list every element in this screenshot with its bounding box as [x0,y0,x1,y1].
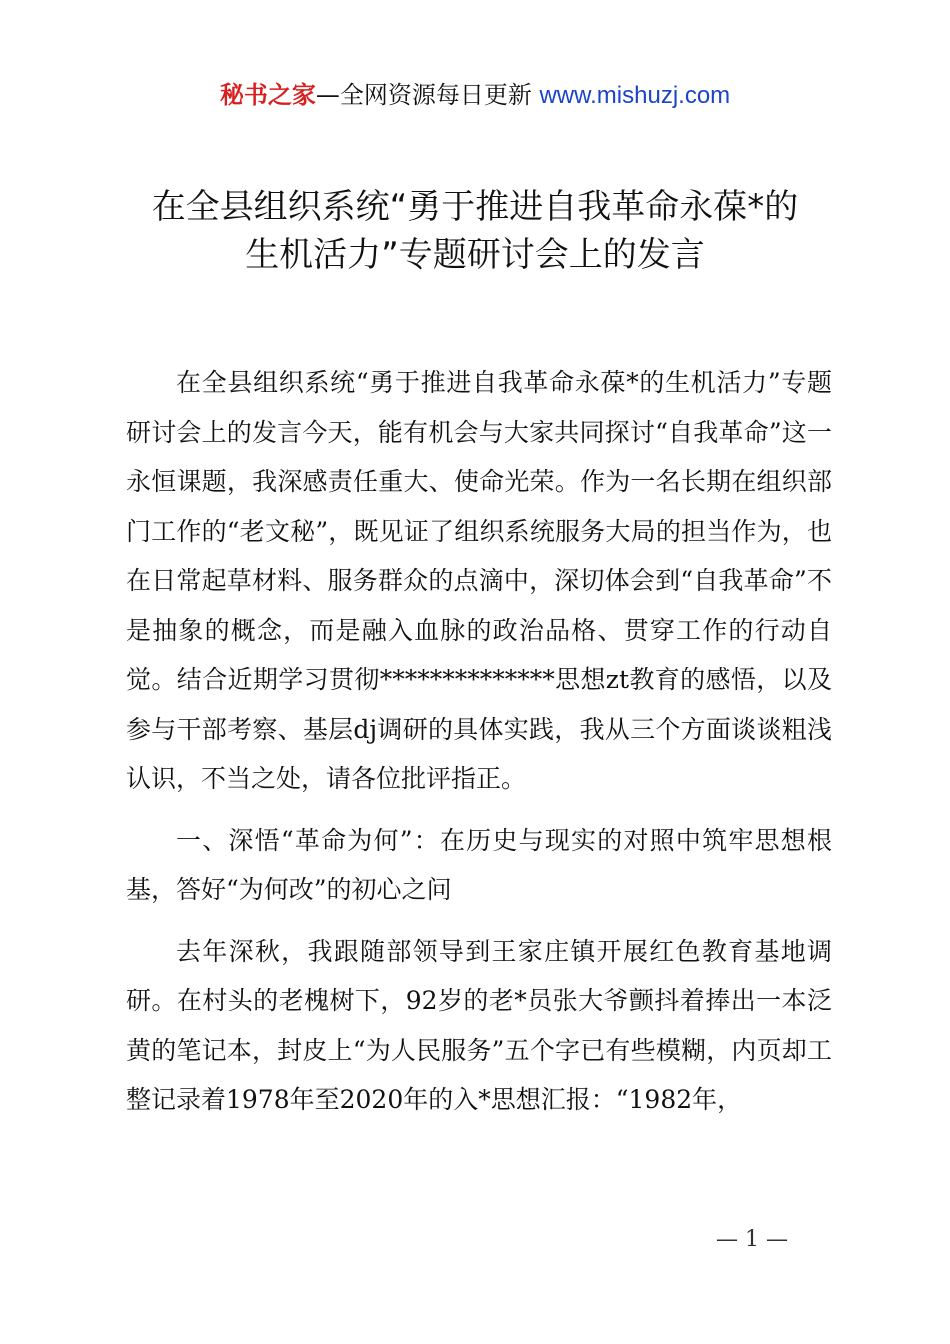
site-url-link[interactable]: www.mishuzj.com [539,82,731,109]
body-paragraph: 去年深秋，我跟随部领导到王家庄镇开展红色教育基地调研。在村头的老槐树下，92岁的老*员张大爷颤抖着捧出一本泛黄的笔记本，封皮上“为人民服务”五个字已有些模糊，内页却工整记录着1978年至2020年的入*思想汇报：“1982年， [126,936,832,1114]
document-title [100,183,850,279]
intro-paragraph: 在全县组织系统“勇于推进自我革命永葆*的生机活力”专题研讨会上的发言今天，能有机会与大家共同探讨“自我革命”这一永恒课题，我深感责任重大、使命光荣。作为一名长期在组织部门工作的“老文秘”，既见证了组织系统服务大局的担当作为，也在日常起草材料、服务群众的点滴中，深切体会到“自我革命”不是抽象的概念，而是融入血脉的政治品格、贯穿工作的行动自觉。结合近期学习贯彻**************思想zt教育的感悟，以及参与干部考察、基层dj调研的具体实践，我从三个方面谈谈粗浅认识，不当之处，请各位批评指正。 [126,368,832,793]
title-line-1: 在全县组织系统“勇于推进自我革命永葆*的 [151,187,799,227]
page-number: — 1 — [716,1227,788,1252]
site-slogan: —全网资源每日更新 [315,81,540,109]
section-heading-1: 一、深悟“革命为何”：在历史与现实的对照中筑牢思想根基，答好“为何改”的初心之问 [126,825,832,904]
document-body [126,358,832,1125]
site-banner [0,78,950,113]
site-brand: 秘书之家 [219,81,316,109]
title-line-2: 生机活力”专题研讨会上的发言 [245,235,705,275]
